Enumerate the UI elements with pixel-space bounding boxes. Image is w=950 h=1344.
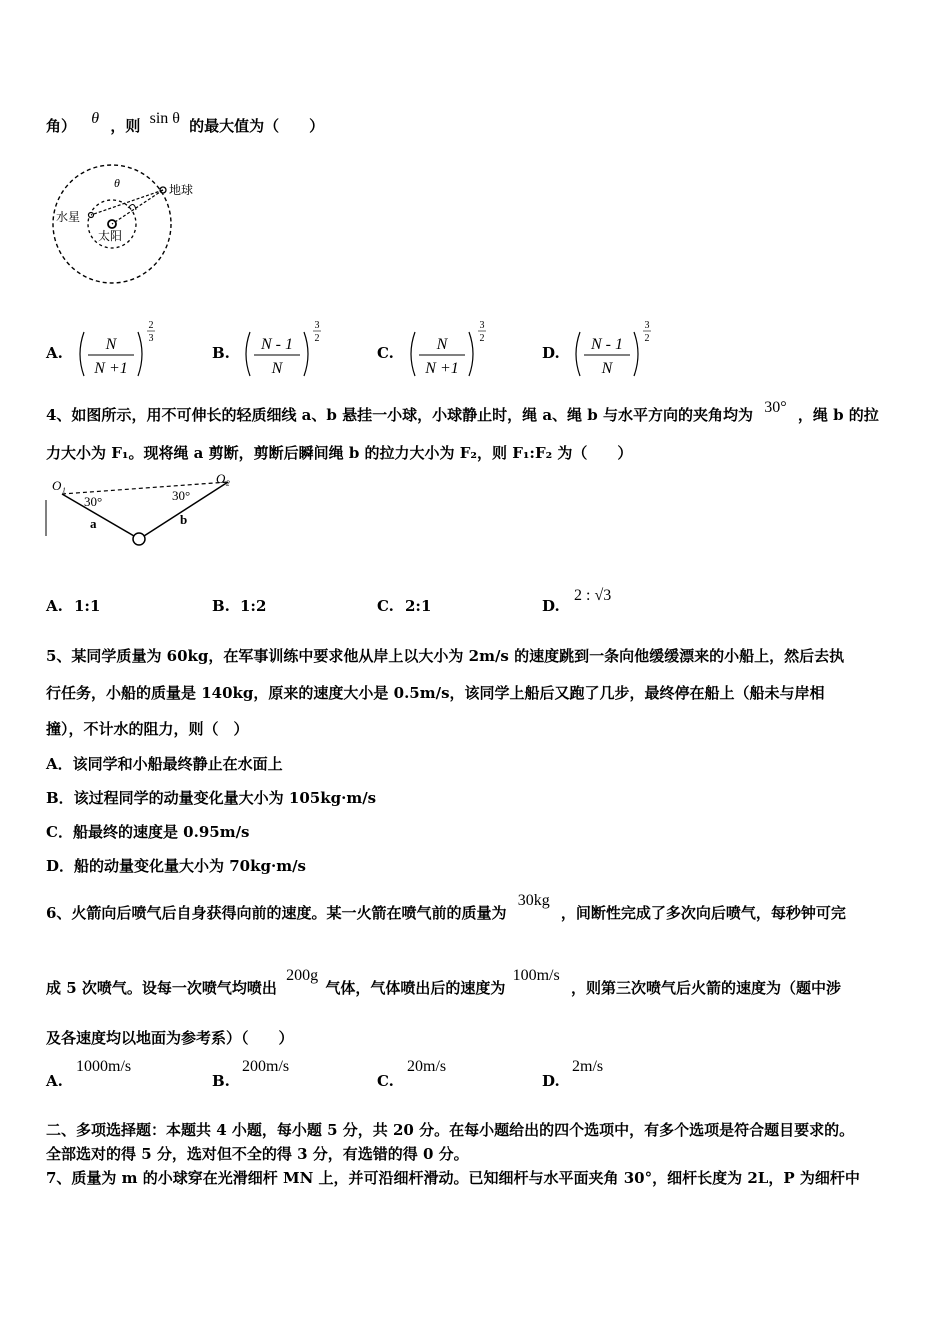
q4-line1 xyxy=(46,399,879,425)
denominator: N +1 xyxy=(94,360,128,377)
theta-symbol: θ xyxy=(91,110,100,127)
q6-line2b: 气体，气体喷出后的速度为 xyxy=(325,979,506,997)
q4-option-label: C. xyxy=(377,597,394,615)
exponent-denominator: 2 xyxy=(314,333,320,344)
q6-mass: 30kg xyxy=(517,892,550,909)
sin-theta: sin θ xyxy=(149,110,180,127)
q6-option-label: A. xyxy=(46,1072,63,1090)
q6-option-text: 200m/s xyxy=(242,1058,290,1075)
pendulum-diagram xyxy=(44,470,244,560)
q3-option-label: D. xyxy=(542,344,560,362)
sight-line-mercury xyxy=(91,190,163,215)
o1-label: O₁ xyxy=(52,478,66,493)
exponent-denominator: 3 xyxy=(148,333,154,344)
left-paren xyxy=(411,332,415,376)
numerator: N xyxy=(105,336,117,353)
q4-line1a: 4、如图所示，用不可伸长的轻质细线 a、b 悬挂一小球，小球静止时，绳 a、绳 b 与水平方向的夹角均为 xyxy=(46,406,753,424)
q6-gas: 200g xyxy=(286,967,319,984)
exponent-denominator: 2 xyxy=(479,333,485,344)
denominator: N xyxy=(601,360,613,377)
q7-line1: 7、质量为 m 的小球穿在光滑细杆 MN 上，并可沿细杆滑动。已知细杆与水平面夹角 30°，细杆长度为 2L，P 为细杆中 xyxy=(46,1169,860,1187)
sun-label: 太阳 xyxy=(98,229,123,243)
numerator: N - 1 xyxy=(591,336,623,353)
q4-option-text: 1:1 xyxy=(74,597,101,615)
q4-option-text: 2:1 xyxy=(405,597,432,615)
q5-line1: 5、某同学质量为 60kg，在军事训练中要求他从岸上以大小为 2m/s 的速度跳到一条向他缓缓漂来的小船上，然后去执 xyxy=(46,647,845,665)
q3-option-label: B. xyxy=(212,344,230,362)
q3-option-formula xyxy=(242,318,332,380)
q6-line2c: ，则第三次喷气后火箭的速度为（题中涉 xyxy=(570,979,841,997)
q5-option-d: D．船的动量变化量大小为 70kg·m/s xyxy=(46,857,307,875)
q6-line2a: 成 5 次喷气。设每一次喷气均喷出 xyxy=(46,979,277,997)
q6-option-text: 1000m/s xyxy=(76,1058,132,1075)
q4-angle: 30° xyxy=(764,399,787,416)
section2-line2: 全部选对的得 5 分，选对但不全的得 3 分，有选错的得 0 分。 xyxy=(46,1145,469,1163)
right-paren xyxy=(469,332,473,376)
q3-prefix: 角） xyxy=(46,117,77,135)
theta-label: θ xyxy=(114,176,120,190)
q3-option-formula xyxy=(407,318,497,380)
orbit-diagram xyxy=(46,160,194,290)
q4-option-label: B. xyxy=(212,597,230,615)
q3-suffix: 的最大值为（ ） xyxy=(189,117,325,135)
q6-option-label: B. xyxy=(212,1072,230,1090)
sight-line-sun xyxy=(112,190,163,224)
q6-option-label: D. xyxy=(542,1072,560,1090)
angle-arc xyxy=(128,204,136,210)
mercury-label: 水星 xyxy=(56,210,81,224)
exponent-numerator: 2 xyxy=(148,320,154,331)
exponent-numerator: 3 xyxy=(644,320,650,331)
q6-speed: 100m/s xyxy=(512,967,560,984)
q4-option-text: 1:2 xyxy=(240,597,267,615)
q6-option-text: 20m/s xyxy=(407,1058,447,1075)
o2-label: O₂ xyxy=(216,471,230,486)
ball xyxy=(133,533,145,545)
numerator: N - 1 xyxy=(261,336,293,353)
q4-option-label: D. xyxy=(542,597,560,615)
q6-option-label: C. xyxy=(377,1072,394,1090)
denominator: N +1 xyxy=(425,360,459,377)
exponent-numerator: 3 xyxy=(314,320,320,331)
q5-option-a: A．该同学和小船最终静止在水面上 xyxy=(46,755,283,773)
horizontal-dashed xyxy=(62,482,228,494)
rope-a-label: a xyxy=(90,516,97,531)
q3-option-formula xyxy=(572,318,662,380)
q3-tail-line xyxy=(46,110,325,136)
q6-line1a: 6、火箭向后喷气后自身获得向前的速度。某一火箭在喷气前的质量为 xyxy=(46,904,507,922)
q5-option-b: B．该过程同学的动量变化量大小为 105kg·m/s xyxy=(46,789,377,807)
right-paren xyxy=(304,332,308,376)
right-paren xyxy=(634,332,638,376)
q6-line1b: ，间断性完成了多次向后喷气，每秒钟可完 xyxy=(560,904,846,922)
q6-option-text: 2m/s xyxy=(572,1058,604,1075)
q5-option-c: C．船最终的速度是 0.95m/s xyxy=(46,823,250,841)
angle1-label: 30° xyxy=(84,494,103,509)
section2-line1: 二、多项选择题：本题共 4 小题，每小题 5 分，共 20 分。在每小题给出的四个选项中，有多个选项是符合题目要求的。 xyxy=(46,1121,855,1139)
left-paren xyxy=(576,332,580,376)
q3-option-formula xyxy=(76,318,166,380)
denominator: N xyxy=(271,360,283,377)
left-paren xyxy=(80,332,84,376)
q3-option-label: C. xyxy=(377,344,394,362)
earth-label: 地球 xyxy=(169,183,194,197)
rope-b-label: b xyxy=(180,512,188,527)
q6-line1 xyxy=(46,892,846,923)
exponent-denominator: 2 xyxy=(644,333,650,344)
q4-line2: 力大小为 F₁。现将绳 a 剪断，剪断后瞬间绳 b 的拉力大小为 F₂，则 F₁:F₂ 为（ ） xyxy=(46,444,633,462)
exponent-numerator: 3 xyxy=(479,320,485,331)
q5-line2: 行任务，小船的质量是 140kg，原来的速度大小是 0.5m/s，该同学上船后又跑了几步，最终停在船上（船未与岸相 xyxy=(46,684,825,702)
q4-option-text: 2 : √3 xyxy=(574,587,612,604)
left-paren xyxy=(246,332,250,376)
q6-line2 xyxy=(46,967,841,998)
q5-line3: 撞），不计水的阻力，则（ ） xyxy=(46,720,249,738)
q3-mid: ，则 xyxy=(110,117,141,135)
q6-line3: 及各速度均以地面为参考系）（ ） xyxy=(46,1029,294,1047)
q3-option-label: A. xyxy=(46,344,63,362)
angle2-label: 30° xyxy=(172,488,191,503)
q4-option-label: A. xyxy=(46,597,63,615)
q4-line1b: ，绳 b 的拉 xyxy=(797,406,879,424)
right-paren xyxy=(138,332,142,376)
numerator: N xyxy=(436,336,448,353)
